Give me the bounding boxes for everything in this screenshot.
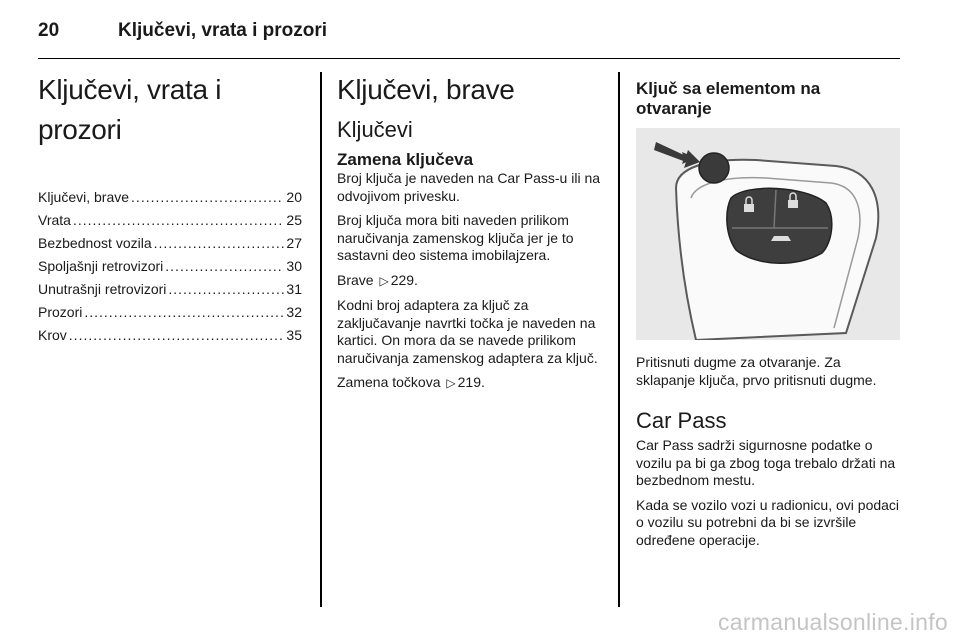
toc-entry-page: 20 bbox=[286, 189, 302, 205]
paragraph-xref bbox=[337, 374, 605, 393]
xref-page[interactable]: 229. bbox=[390, 271, 418, 288]
paragraph: Car Pass sadrži sigurnosne podatke o vozilu pa bi ga zbog toga trebalo držati na bezbednom mestu. bbox=[636, 437, 896, 488]
toc-entry[interactable] bbox=[38, 301, 302, 324]
xref-page[interactable]: 219. bbox=[457, 374, 485, 390]
page-header bbox=[38, 20, 327, 48]
folding-key-icon bbox=[636, 128, 900, 340]
toc-entry[interactable] bbox=[38, 209, 302, 232]
key-column bbox=[636, 79, 900, 556]
column-divider-2 bbox=[618, 72, 620, 607]
page-number: 20 bbox=[38, 20, 60, 41]
toc-entry-page: 32 bbox=[286, 304, 302, 320]
toc-list bbox=[38, 186, 302, 347]
toc-leader-dots bbox=[168, 278, 284, 301]
section-heading: Zamena ključeva bbox=[337, 150, 474, 169]
toc-entry-page: 35 bbox=[286, 327, 302, 343]
toc-entry-label: Bezbednost vozila bbox=[38, 235, 152, 251]
toc-entry-page: 27 bbox=[286, 235, 302, 251]
chapter-title: Ključevi, vrata i prozori bbox=[118, 20, 328, 41]
toc-entry-page: 25 bbox=[286, 212, 302, 228]
toc-title: Ključevi, vrata i prozori bbox=[38, 74, 222, 145]
toc-entry-label: Unutrašnji retrovizori bbox=[38, 281, 167, 297]
header-rule bbox=[38, 58, 900, 59]
section-title: Ključevi, brave bbox=[337, 74, 515, 105]
figure-caption: Pritisnuti dugme za otvaranje. Za sklapanje ključa, prvo pritisnuti dugme. bbox=[636, 354, 877, 388]
toc-entry-label: Vrata bbox=[38, 212, 71, 228]
triangle-right-outline-icon: ▷ bbox=[379, 273, 389, 288]
toc-entry[interactable] bbox=[38, 232, 302, 255]
car-pass-heading: Car Pass bbox=[636, 408, 727, 433]
xref-text: Brave bbox=[337, 271, 374, 288]
paragraph-xref bbox=[337, 272, 605, 291]
toc-leader-dots bbox=[73, 209, 284, 232]
toc-entry-page: 31 bbox=[286, 281, 302, 297]
toc-leader-dots bbox=[131, 186, 284, 209]
key-heading: Ključ sa elementom na otvaranje bbox=[636, 79, 821, 118]
toc-leader-dots bbox=[84, 301, 284, 324]
toc-leader-dots bbox=[69, 324, 285, 347]
toc-column bbox=[38, 70, 302, 347]
column-divider-1 bbox=[320, 72, 322, 607]
paragraph: Broj ključa mora biti naveden prilikom naručivanja zamenskog ključa jer je to sastavni deo sistema imobilajzera. bbox=[337, 212, 574, 263]
toc-leader-dots bbox=[154, 232, 285, 255]
toc-entry-label: Prozori bbox=[38, 304, 83, 320]
toc-entry-label: Ključevi, brave bbox=[38, 189, 130, 205]
toc-leader-dots bbox=[165, 255, 284, 278]
paragraph: Kodni broj adaptera za ključ za zaključavanje navrtki točka je naveden na kartici. On mora da se navede prilikom naručivanja zamenskog adaptera za ključ. bbox=[337, 297, 598, 366]
toc-entry[interactable] bbox=[38, 324, 302, 347]
toc-entry-page: 30 bbox=[286, 258, 302, 274]
toc-entry[interactable] bbox=[38, 278, 302, 301]
paragraph: Broj ključa je naveden na Car Pass-u ili na odvojivom privesku. bbox=[337, 170, 601, 204]
keys-column bbox=[337, 70, 605, 400]
toc-entry-label: Spoljašnji retrovizori bbox=[38, 258, 164, 274]
key-illustration bbox=[636, 128, 900, 340]
paragraph: Kada se vozilo vozi u radionicu, ovi podaci o vozilu su potrebni da bi se izvršile određene operacije. bbox=[636, 496, 900, 548]
xref-text: Zamena točkova bbox=[337, 374, 441, 390]
section-subtitle: Ključevi bbox=[337, 117, 413, 142]
toc-entry[interactable] bbox=[38, 186, 302, 209]
watermark: carmanualsonline.info bbox=[717, 609, 948, 635]
toc-entry-label: Krov bbox=[38, 327, 67, 343]
triangle-right-outline-icon: ▷ bbox=[446, 376, 456, 390]
toc-entry[interactable] bbox=[38, 255, 302, 278]
